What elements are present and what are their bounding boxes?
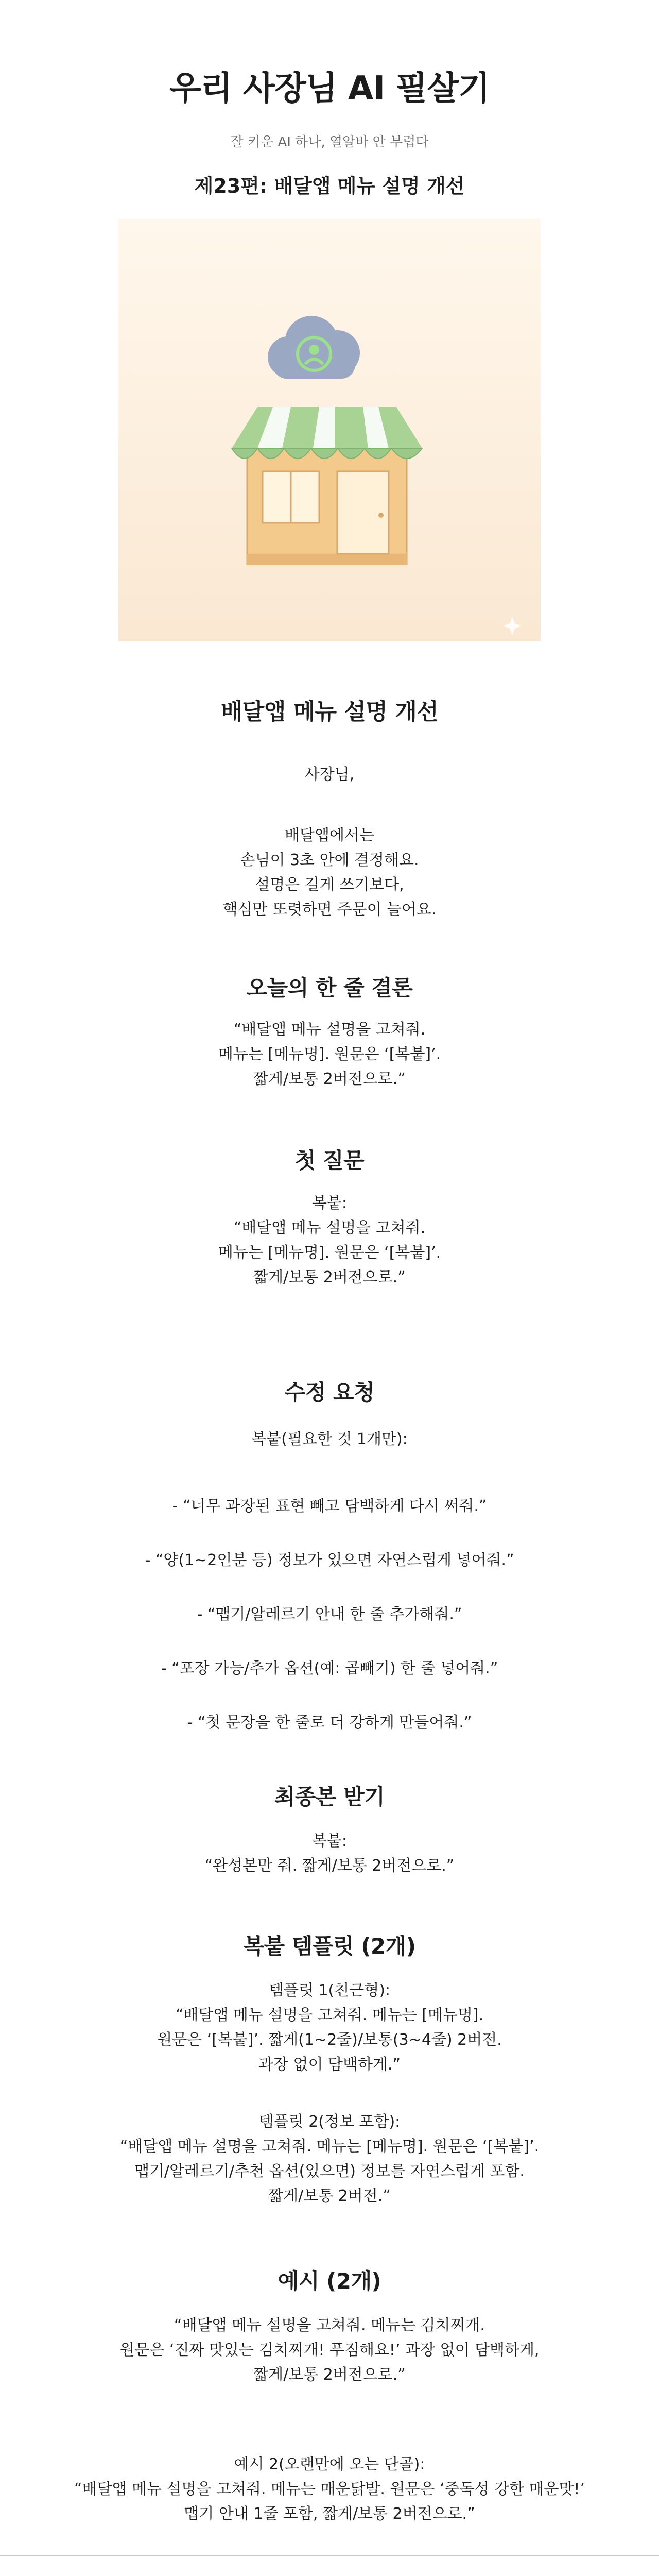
text-line: “완성본만 줘. 짧게/보통 2버전으로.”: [204, 1857, 455, 1875]
text-line: 템플릿 2(정보 포함):: [258, 2113, 401, 2131]
text-line: 짧게/보통 2버전.”: [268, 2187, 391, 2205]
template-2: [0, 2110, 659, 2209]
text-line: 예시 2(오랜만에 오는 단골):: [234, 2455, 425, 2473]
final-text: [0, 1829, 659, 1878]
text-line: 복붙:: [311, 1194, 348, 1212]
text-line: 맵기 안내 1줄 포함, 짧게/보통 2버전으로.”: [184, 2505, 475, 2523]
conclusion-text: [0, 1018, 659, 1092]
section-heading-templates: 복붙 템플릿 (2개): [243, 1934, 416, 1959]
text-line: “배달앱 메뉴 설명을 고쳐줘.: [233, 1219, 426, 1237]
section-heading-examples: 예시 (2개): [278, 2268, 381, 2294]
section-heading-final: 최종본 받기: [274, 1784, 385, 1809]
text-line: “배달앱 메뉴 설명을 고쳐줘. 메뉴는 김치찌개.: [174, 2316, 485, 2334]
text-line: 원문은 ‘진짜 맛있는 김치찌개! 푸짐해요!’ 과장 없이 담백하게,: [119, 2341, 540, 2359]
revision-lead: 복붙(필요한 것 1개만):: [251, 1430, 408, 1448]
first-question-text: [0, 1191, 659, 1290]
revision-item: - “양(1~2인분 등) 정보가 있으면 자연스럽게 넣어줘.”: [145, 1551, 514, 1569]
hero-illustration: [118, 219, 541, 641]
section-heading-conclusion: 오늘의 한 줄 결론: [246, 975, 413, 1001]
section-divider: [0, 2555, 659, 2556]
page-subtitle: 잘 키운 AI 하나, 열알바 안 부럽다: [230, 134, 429, 150]
text-line: 짧게/보통 2버전으로.”: [253, 1070, 406, 1088]
intro-line: 손님이 3초 안에 결정해요.: [240, 851, 419, 869]
text-line: “배달앱 메뉴 설명을 고쳐줘. 메뉴는 매운닭발. 원문은 ‘중독성 강한 매운맛!’: [74, 2480, 585, 2498]
intro-line: 설명은 길게 쓰기보다,: [255, 876, 404, 894]
text-line: “배달앱 메뉴 설명을 고쳐줘. 메뉴는 [메뉴명].: [175, 2006, 484, 2024]
page-title: 우리 사장님 AI 필살기: [169, 70, 490, 108]
text-line: 복붙:: [311, 1832, 348, 1850]
text-line: 메뉴는 [메뉴명]. 원문은 ‘[복붙]’.: [218, 1244, 441, 1262]
text-line: 메뉴는 [메뉴명]. 원문은 ‘[복붙]’.: [218, 1045, 441, 1063]
episode-title: 제23편: 배달앱 메뉴 설명 개선: [194, 175, 465, 197]
text-line: 과장 없이 담백하게.”: [258, 2056, 401, 2074]
section-heading-first-question: 첫 질문: [294, 1148, 365, 1173]
greeting: 사장님,: [304, 766, 355, 784]
revision-item: - “맵기/알레르기 안내 한 줄 추가해줘.”: [197, 1605, 462, 1623]
article-title: 배달앱 메뉴 설명 개선: [220, 699, 439, 725]
revision-item: - “너무 과장된 표현 빼고 담백하게 다시 써줘.”: [172, 1497, 487, 1515]
template-1: [0, 1978, 659, 2077]
intro-paragraph: [0, 823, 659, 922]
text-line: 템플릿 1(친근형):: [268, 1981, 391, 1999]
section-heading-revision: 수정 요청: [284, 1380, 375, 1405]
intro-line: 배달앱에서는: [285, 826, 374, 844]
text-line: 원문은 ‘[복붙]’. 짧게(1~2줄)/보통(3~4줄) 2버전.: [157, 2031, 502, 2049]
text-line: “배달앱 메뉴 설명을 고쳐줘. 메뉴는 [메뉴명]. 원문은 ‘[복붙]’.: [119, 2138, 540, 2156]
text-line: 맵기/알레르기/추천 옵션(있으면) 정보를 자연스럽게 포함.: [134, 2162, 525, 2180]
text-line: 짧게/보통 2버전으로.”: [253, 1268, 406, 1286]
example-1: [0, 2313, 659, 2387]
text-line: “배달앱 메뉴 설명을 고쳐줘.: [233, 1021, 426, 1039]
revision-item: - “포장 가능/추가 옵션(예: 곱빼기) 한 줄 넣어줘.”: [161, 1659, 498, 1677]
text-line: 짧게/보통 2버전으로.”: [253, 2366, 406, 2384]
example-2: [0, 2452, 659, 2527]
revision-item: - “첫 문장을 한 줄로 더 강하게 만들어줘.”: [187, 1714, 472, 1732]
intro-line: 핵심만 또렷하면 주문이 늘어요.: [222, 901, 437, 919]
